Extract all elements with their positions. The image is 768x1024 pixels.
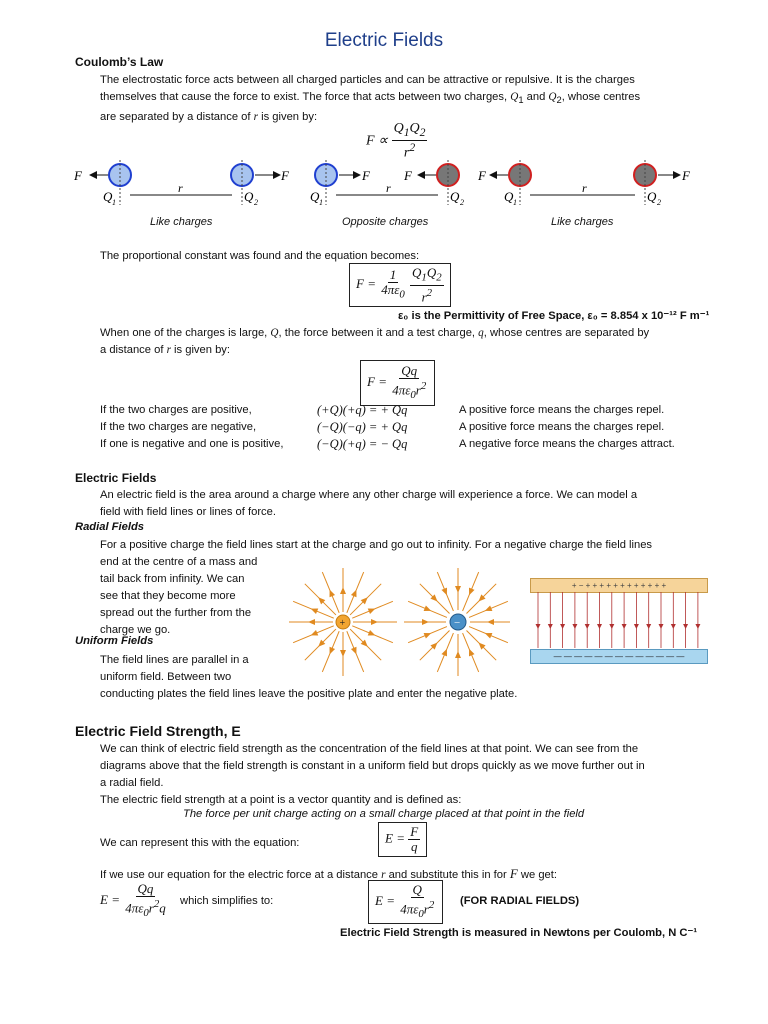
strength-line4: The electric field strength at a point is a vector quantity and is defined as: [100,794,462,806]
radial-line2: end at the centre of a mass and [100,556,258,568]
strength-paragraph [100,741,700,809]
svg-text:−: − [454,617,461,629]
field-arrow [368,630,377,638]
svg-text:F: F [362,168,370,183]
svg-text:F: F [74,168,82,183]
charges-diagram [70,155,700,215]
charge-q1-blue [315,164,337,186]
radial-text [100,554,280,639]
radial-line3: tail back from infinity. We can [100,573,245,585]
positive-plate: + − + + + + + + + + + + + + [530,578,708,593]
uniform-text [100,652,280,686]
field-arrow [310,606,319,614]
opposite-charges-diagram [310,160,464,207]
substituted-equation: E = $\frac{Qq}{4\pi\varepsilon_0r^2q}$ [100,881,166,919]
fields-intro-line2: field with field lines or lines of force. [100,506,276,518]
radial-line6: charge we go. [100,624,171,636]
coulomb-heading: Coulomb’s Law [75,55,164,69]
strength-line2: diagrams above that the field strength is constant in a uniform field but drops quickly as we move further out in [100,760,645,772]
uniform-field-lines [530,592,706,650]
uniform-line1: The field lines are parallel in a [100,654,249,666]
coulomb-equation-box: F = $\frac{1}{4\pi\varepsilon_0}$ $\frac{Q_1Q_2}{r^2}$ [349,263,451,307]
field-arrow [455,586,461,593]
permittivity-note: ε₀ is the Permittivity of Free Space, ε₀ = 8.854 x 10⁻¹² F m⁻¹ [398,310,710,322]
svg-text:Q: Q [310,189,320,204]
uniform-field-arrow [646,624,651,629]
strength-line1: We can think of electric field strength as the concentration of the field lines at that point. We can see from the [100,743,639,755]
caption-like-2: Like charges [551,216,614,228]
uniform-field-diagram [530,578,706,665]
svg-text:F: F [404,168,412,183]
field-arrow [455,651,461,658]
svg-text:+: + [339,618,346,629]
field-arrow [484,630,493,638]
field-arrow [340,587,346,594]
uniform-field-arrow [671,624,676,629]
uniform-field-arrow [695,624,700,629]
equation-intro: We can represent this with the equation: [100,837,300,849]
field-arrow [327,647,335,656]
radial-line1: For a positive charge the field lines start at the charge and go out to infinity. For a negative charge the field lines [100,539,653,551]
field-arrow [466,588,474,597]
radial-field-diagrams [285,565,510,680]
field-arrow [351,647,359,656]
substitution-line: If we use our equation for the electric force at a distance r and substitute this in for F we get: [100,866,557,881]
svg-text:r: r [582,181,587,195]
svg-text:Q: Q [647,189,657,204]
negative-plate: — — — — — — — — — — — — — [530,649,708,664]
field-arrow [371,619,378,625]
like-charges-diagram-2 [477,160,691,207]
radial-fields-label: (FOR RADIAL FIELDS) [460,895,580,907]
uniform-field-arrow [609,624,614,629]
fields-intro-line1: An electric field is the area around a charge where any other charge will experience a force. We can model a [100,489,638,501]
coulomb-intro-line1: The electrostatic force acts between all charged particles and can be attractive or repulsive. It is the charges [100,74,635,86]
uniform-field-arrow [585,624,590,629]
field-arrow [310,630,319,638]
uniform-field-arrow [560,624,565,629]
charge-q2-red [634,164,656,186]
svg-text:1: 1 [513,198,517,207]
coulomb-intro-line2: themselves that cause the force to exist. The force that acts between two charges, $Q_1$ and $Q_2$, whose centres [100,91,641,106]
large-charge-line1: When one of the charges is large, Q, the force between it and a test charge, q, whose centres are separated by [100,327,650,339]
svg-text:2: 2 [460,198,464,207]
svg-text:Q: Q [103,189,113,204]
radial-line4: see that they become more [100,590,236,602]
svg-text:r: r [178,181,183,195]
strength-heading: Electric Field Strength, E [75,723,241,739]
svg-text:2: 2 [254,198,258,207]
svg-text:r: r [386,181,391,195]
field-arrow [340,650,346,657]
field-arrow [441,588,449,597]
units-note: Electric Field Strength is measured in Newtons per Coulomb, N C⁻¹ [340,927,698,939]
test-charge-equation-box: F = $\frac{Qq}{4\pi\varepsilon_0r^2}$ [360,360,435,406]
radial-line5: spread out the further from the [100,607,252,619]
uniform-field-arrow [548,624,553,629]
caption-opposite: Opposite charges [342,216,429,228]
field-arrow [466,648,474,657]
large-charge-line2: a distance of r is given by: [100,344,230,356]
caption-like-1: Like charges [150,216,213,228]
field-arrow [368,606,377,614]
field-arrow [308,619,315,625]
field-arrow [422,619,429,625]
fields-heading: Electric Fields [75,471,157,485]
fields-intro [100,487,700,521]
constant-line: The proportional constant was found and the equation becomes: [100,250,420,262]
coulomb-intro-line3: are separated by a distance of r is given by: [100,111,318,124]
field-arrow [487,619,494,625]
svg-text:F: F [281,168,289,183]
charge-q1-blue [109,164,131,186]
field-arrow [327,589,335,598]
uniform-line2: uniform field. Between two [100,671,232,683]
svg-text:Q: Q [504,189,514,204]
strength-definition: The force per unit charge acting on a small charge placed at that point in the field [183,808,585,820]
svg-text:1: 1 [112,198,116,207]
field-arrow [424,630,433,638]
coulomb-intro [100,72,700,126]
field-arrow [441,648,449,657]
field-arrow [424,605,433,613]
page-title: Electric Fields [324,30,444,51]
svg-text:Q: Q [244,189,254,204]
uniform-field-arrow [572,624,577,629]
svg-text:Q: Q [450,189,460,204]
strength-line3: a radial field. [100,777,164,789]
proportional-equation: F ∝ $\frac{Q_1Q_2}{r^2}$ [366,121,426,161]
field-strength-equation-box: E = $\frac{F}{q}$ [378,822,427,857]
uniform-field-arrow [597,624,602,629]
uniform-heading: Uniform Fields [75,635,154,647]
uniform-field-arrow [536,624,541,629]
uniform-field-arrow [634,624,639,629]
charge-q2-blue [231,164,253,186]
uniform-field-arrow [659,624,664,629]
uniform-field-arrow [622,624,627,629]
large-charge-text [100,325,700,359]
field-arrow [484,605,493,613]
uniform-line3: conducting plates the field lines leave the positive plate and enter the negative plate. [100,688,518,700]
charge-q1-red [509,164,531,186]
svg-text:F: F [682,168,690,183]
like-charges-diagram-1 [73,160,290,207]
svg-text:2: 2 [657,198,661,207]
uniform-field-arrow [683,624,688,629]
simplifies-text: which simplifies to: [180,895,274,907]
charge-q2-red [437,164,459,186]
radial-heading: Radial Fields [75,521,145,533]
field-arrow [351,589,359,598]
radial-field-equation-box: E = $\frac{Q}{4\pi\varepsilon_0r^2}$ [368,880,443,924]
svg-text:F: F [478,168,486,183]
svg-text:1: 1 [319,198,323,207]
